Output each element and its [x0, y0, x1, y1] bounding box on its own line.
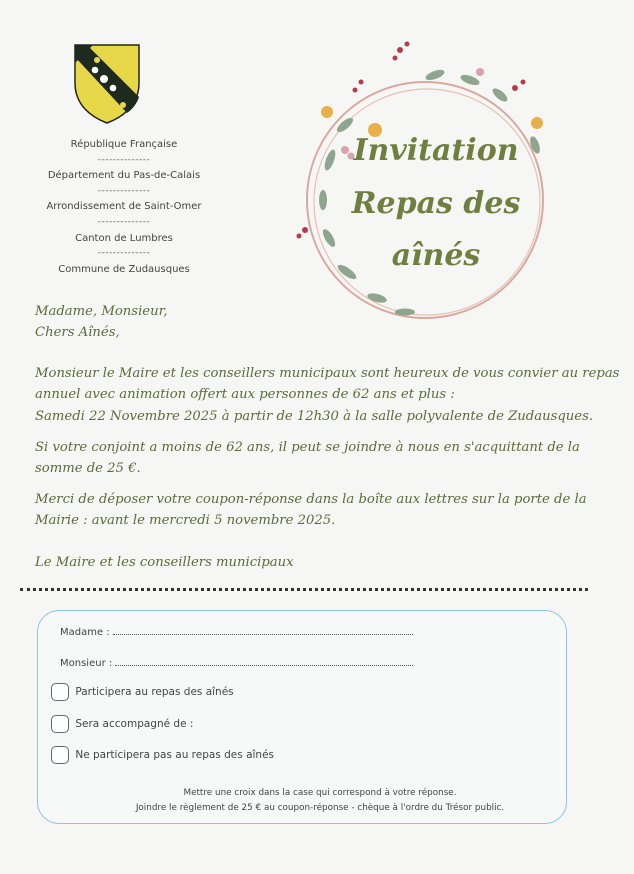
- invitation-subtitle: Repas des: [351, 186, 521, 221]
- invitation-subtitle-2: aînés: [391, 238, 481, 273]
- admin-line: Département du Pas-de-Calais: [47, 170, 201, 182]
- admin-line: Commune de Zudausques: [58, 263, 190, 275]
- not-attend-checkbox[interactable]: [51, 746, 69, 764]
- coupon-instruction: Mettre une croix dans la case qui correspond à votre réponse.: [183, 788, 457, 798]
- floral-wreath-icon: [285, 30, 550, 320]
- administrative-header: [35, 137, 213, 277]
- madame-field[interactable]: [60, 625, 413, 638]
- monsieur-label: Monsieur :: [60, 658, 113, 669]
- body-line: Si votre conjoint a moins de 62 ans, il peut se joindre à nous en s'acquittant de la: [35, 440, 580, 455]
- monsieur-input-line[interactable]: [115, 656, 413, 666]
- admin-separator: --------------: [97, 154, 151, 165]
- option-label: Participera au repas des aînés: [75, 686, 234, 698]
- attend-checkbox[interactable]: [51, 683, 69, 701]
- admin-separator: --------------: [97, 185, 151, 196]
- cut-line-divider: [20, 588, 588, 591]
- body-line: Mairie : avant le mercredi 5 novembre 2025.: [35, 513, 336, 528]
- option-label: Sera accompagné de :: [75, 718, 194, 730]
- madame-input-line[interactable]: [113, 625, 413, 635]
- option-attend[interactable]: [51, 683, 234, 701]
- admin-line: Canton de Lumbres: [75, 232, 173, 244]
- option-accompanied[interactable]: [51, 715, 193, 733]
- admin-line: Arrondissement de Saint-Omer: [46, 201, 202, 213]
- signature: Le Maire et les conseillers municipaux: [35, 555, 294, 570]
- greeting-line: Madame, Monsieur,: [35, 304, 168, 319]
- accompanied-checkbox[interactable]: [51, 715, 69, 733]
- body-line: somme de 25 €.: [35, 461, 141, 476]
- monsieur-field[interactable]: [60, 656, 413, 669]
- admin-separator: --------------: [97, 248, 151, 259]
- admin-separator: --------------: [97, 216, 151, 227]
- admin-line: République Française: [70, 139, 178, 150]
- coupon-payment-note: Joindre le règlement de 25 € au coupon-réponse - chèque à l'ordre du Trésor public.: [135, 803, 505, 813]
- option-label: Ne participera pas au repas des aînés: [75, 749, 275, 761]
- madame-label: Madame :: [60, 627, 110, 638]
- greeting-line: Chers Aînés,: [35, 325, 120, 340]
- option-not-attend[interactable]: [51, 746, 274, 764]
- coat-of-arms-icon: [73, 43, 141, 125]
- body-line: Merci de déposer votre coupon-réponse dans la boîte aux lettres sur la porte de la: [35, 492, 587, 507]
- invitation-title: Invitation: [353, 133, 519, 168]
- body-line: Monsieur le Maire et les conseillers municipaux sont heureux de vous convier au repas: [35, 366, 620, 381]
- body-line: Samedi 22 Novembre 2025 à partir de 12h30 à la salle polyvalente de Zudausques.: [35, 409, 594, 424]
- body-line: annuel avec animation offert aux personnes de 62 ans et plus :: [35, 387, 455, 402]
